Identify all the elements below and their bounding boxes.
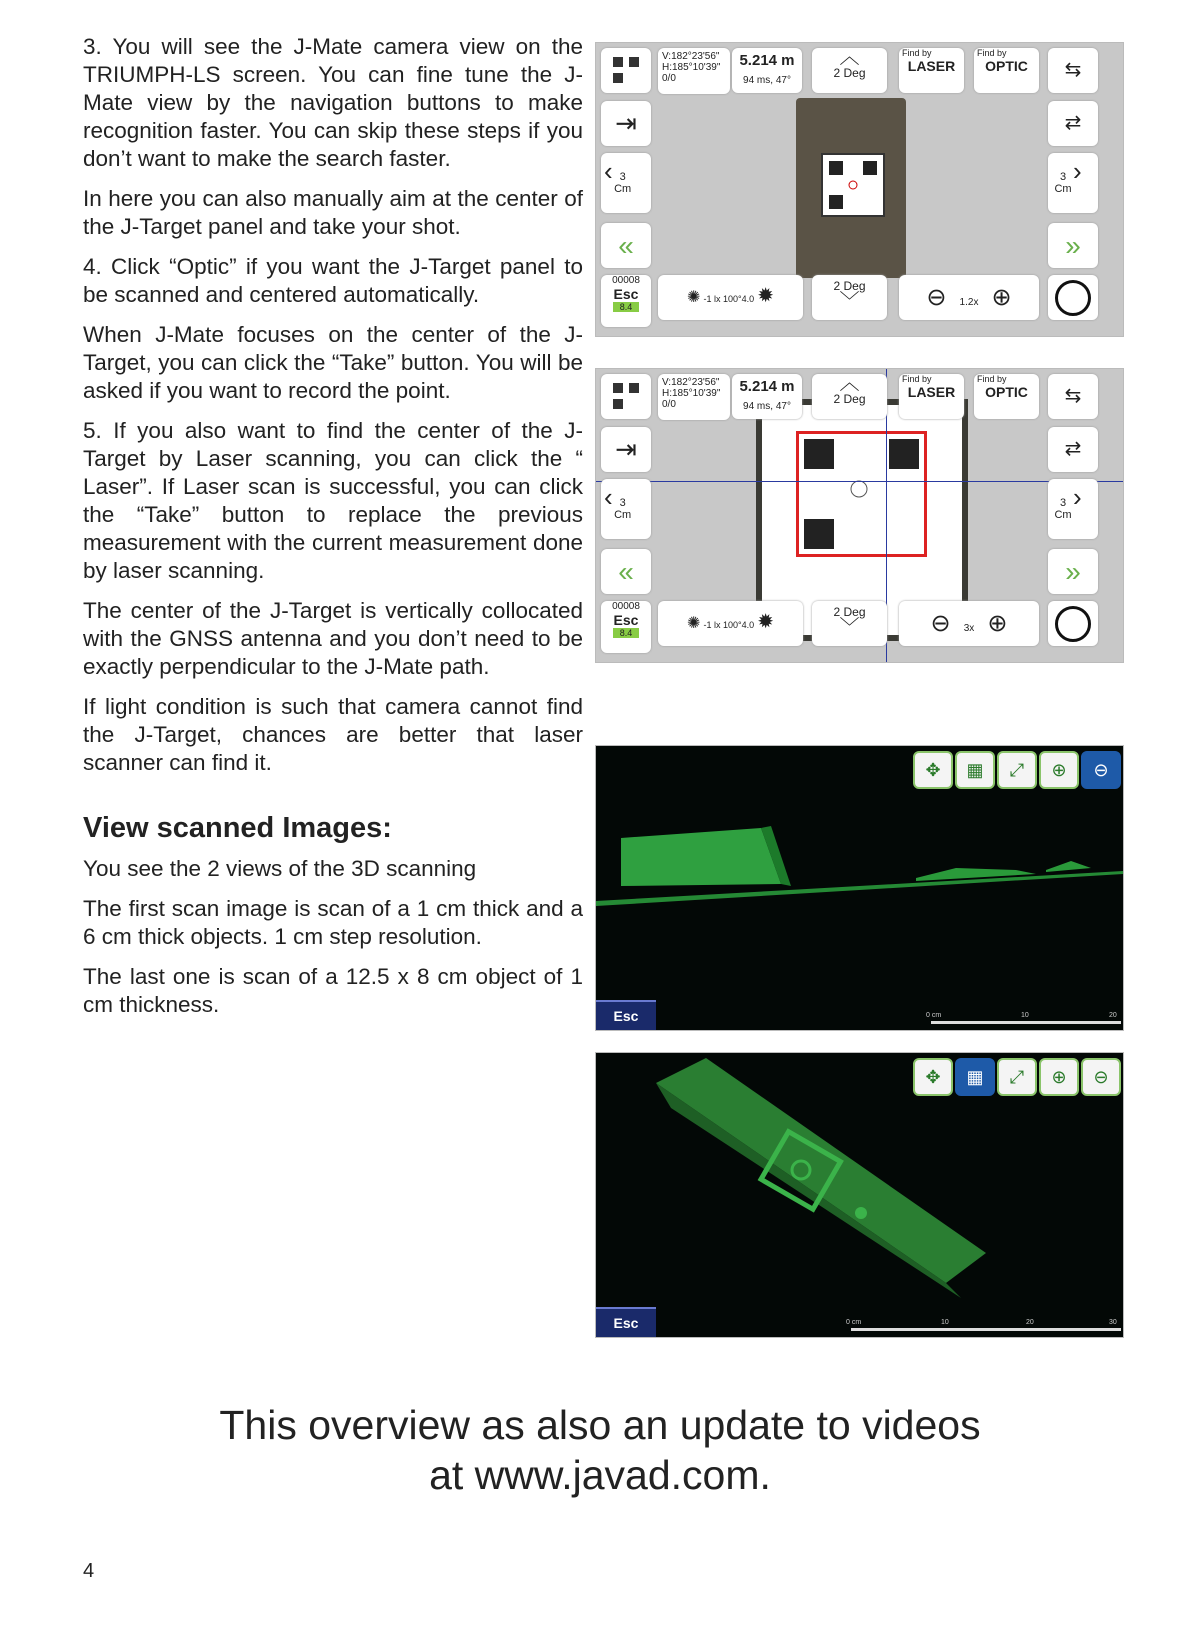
step-left-button[interactable]: ‹ 3 Cm [601, 479, 651, 539]
camera-view-1 [595, 42, 1124, 337]
fast-left-icon[interactable]: « [601, 549, 651, 594]
skip-end-icon[interactable]: ⇥ [601, 101, 651, 146]
ruler-label: 10 [1021, 1012, 1029, 1019]
angles-readout: V:182°23'56" H:185°10'39" 0/0 [658, 374, 730, 420]
page-number: 4 [83, 1560, 95, 1582]
ruler-label: 0 cm [846, 1319, 862, 1326]
chevron-down-icon: ﹀ [839, 617, 860, 639]
chevron-up-icon: ︿ [839, 372, 860, 394]
step-right-button[interactable]: 3 Cm › [1048, 479, 1098, 539]
zoom-out-icon[interactable]: ⊖ [1081, 751, 1121, 789]
switch-view-icon[interactable]: ⇆ [1048, 374, 1098, 419]
brightness-icon: ✺ [687, 615, 701, 632]
qr-code-icon[interactable] [601, 48, 651, 93]
paragraph: When J-Mate focuses on the center of the J-Target, you can click the “Take” button. You will be asked if you want to record the point. [83, 322, 583, 403]
zoom-control[interactable]: ⊖ 1.2x ⊕ [899, 275, 1039, 320]
chevron-right-icon: › [1073, 482, 1082, 512]
switch-view-icon[interactable]: ⇆ [1048, 48, 1098, 93]
ruler-label: 30 [1109, 1319, 1117, 1326]
esc-button[interactable]: Esc [596, 1000, 656, 1030]
view-3d-icon[interactable]: ▦ [955, 751, 995, 789]
paragraph: 4. Click “Optic” if you want the J-Target panel to be scanned and centered automatically. [83, 254, 583, 307]
exposure-control[interactable]: ✺ -1 lx 100°4.0 ✹ [658, 275, 803, 320]
paragraph: The last one is scan of a 12.5 x 8 cm object of 1 cm thickness. [83, 964, 583, 1017]
zoom-out-icon[interactable]: ⊖ [926, 284, 947, 311]
scale-ruler [851, 1328, 1121, 1331]
tilt-down-button[interactable]: 2 Deg ﹀ [812, 601, 887, 646]
pan-icon[interactable]: ✥ [913, 1058, 953, 1096]
chevron-left-icon: ‹ [604, 482, 613, 512]
footer-note: This overview as also an update to videos at www.javad.com. [219, 1402, 981, 1498]
step-right-button[interactable]: 3 Cm › [1048, 153, 1098, 213]
zoom-out-icon[interactable]: ⊖ [1081, 1058, 1121, 1096]
paragraph: If light condition is such that camera cannot find the J-Target, chances are better that laser scanner can find it. [83, 694, 583, 775]
find-by-optic-button[interactable]: Find by OPTIC [974, 48, 1039, 93]
step-left-button[interactable]: ‹ 3 Cm [601, 153, 651, 213]
take-button[interactable] [1048, 601, 1098, 646]
paragraph: You see the 2 views of the 3D scanning [83, 856, 477, 881]
swap-icon[interactable]: ⇄ [1048, 101, 1098, 146]
find-by-laser-button[interactable]: Find by LASER [899, 374, 964, 419]
text-column [83, 33, 583, 1031]
take-button[interactable] [1048, 275, 1098, 320]
chevron-right-icon: › [1073, 156, 1082, 186]
fit-view-icon[interactable]: ⤢ [997, 1058, 1037, 1096]
esc-button[interactable]: 00008 Esc 8.4 [601, 275, 651, 327]
section-heading: View scanned Images: [83, 812, 392, 844]
distance-readout: 5.214 m 94 ms, 47° [732, 374, 802, 419]
qr-target-icon [821, 153, 885, 217]
ruler-label: 10 [941, 1319, 949, 1326]
brightness-icon: ✹ [757, 285, 774, 307]
zoom-in-icon[interactable]: ⊕ [991, 284, 1012, 311]
scan-view-1 [595, 745, 1124, 1031]
battery-icon: 8.4 [613, 302, 639, 312]
qr-code-icon[interactable] [601, 374, 651, 419]
exposure-control[interactable]: ✺ -1 lx 100°4.0 ✹ [658, 601, 803, 646]
zoom-in-icon[interactable]: ⊕ [1039, 751, 1079, 789]
chevron-up-icon: ︿ [839, 46, 860, 68]
zoom-out-icon[interactable]: ⊖ [930, 610, 951, 637]
zoom-control[interactable]: ⊖ 3x ⊕ [899, 601, 1039, 646]
swap-icon[interactable]: ⇄ [1048, 427, 1098, 472]
skip-end-icon[interactable]: ⇥ [601, 427, 651, 472]
brightness-icon: ✹ [757, 611, 774, 633]
zoom-in-icon[interactable]: ⊕ [1039, 1058, 1079, 1096]
paragraph: 5. If you also want to find the center of the J-Target by Laser scanning, you can click the “ Laser”. If Laser scan is successful, you can click the “Take” button to replace the previous measurement with the current measurement done by laser scanning. [83, 418, 583, 583]
circle-icon [1055, 606, 1091, 642]
crosshair-horizontal [596, 481, 1123, 482]
paragraph: 3. You will see the J-Mate camera view on the TRIUMPH-LS screen. You can fine tune the J-Mate view by the navigation buttons to make recognition faster. You can skip these steps if you don’t want to make the search faster. [83, 34, 583, 171]
paragraph: In here you can also manually aim at the center of the J-Target panel and take your shot. [83, 186, 583, 239]
fit-view-icon[interactable]: ⤢ [997, 751, 1037, 789]
ruler-label: 0 cm [926, 1012, 942, 1019]
fast-right-icon[interactable]: » [1048, 549, 1098, 594]
find-by-optic-button[interactable]: Find by OPTIC [974, 374, 1039, 419]
chevron-left-icon: ‹ [604, 156, 613, 186]
tilt-up-button[interactable]: ︿ 2 Deg [812, 48, 887, 93]
camera-view-2 [595, 368, 1124, 663]
zoom-in-icon[interactable]: ⊕ [987, 610, 1008, 637]
find-by-laser-button[interactable]: Find by LASER [899, 48, 964, 93]
fast-left-icon[interactable]: « [601, 223, 651, 268]
scan-view-2 [595, 1052, 1124, 1338]
angles-readout: V:182°23'56" H:185°10'39" 0/0 [658, 48, 730, 94]
view-3d-icon[interactable]: ▦ [955, 1058, 995, 1096]
ruler-label: 20 [1109, 1012, 1117, 1019]
esc-button[interactable]: Esc [596, 1307, 656, 1337]
battery-icon: 8.4 [613, 628, 639, 638]
brightness-icon: ✺ [687, 289, 701, 306]
paragraph: The center of the J-Target is vertically collocated with the GNSS antenna and you don’t need to be exactly perpendicular to the J-Mate path. [83, 598, 583, 679]
ruler-label: 20 [1026, 1319, 1034, 1326]
tilt-down-button[interactable]: 2 Deg ﹀ [812, 275, 887, 320]
pan-icon[interactable]: ✥ [913, 751, 953, 789]
circle-icon [1055, 280, 1091, 316]
fast-right-icon[interactable]: » [1048, 223, 1098, 268]
paragraph: The first scan image is scan of a 1 cm thick and a 6 cm thick objects. 1 cm step resolution. [83, 896, 583, 949]
distance-readout: 5.214 m 94 ms, 47° [732, 48, 802, 93]
detection-box [796, 431, 927, 557]
chevron-down-icon: ﹀ [839, 291, 860, 313]
esc-button[interactable]: 00008 Esc 8.4 [601, 601, 651, 653]
tilt-up-button[interactable]: ︿ 2 Deg [812, 374, 887, 419]
